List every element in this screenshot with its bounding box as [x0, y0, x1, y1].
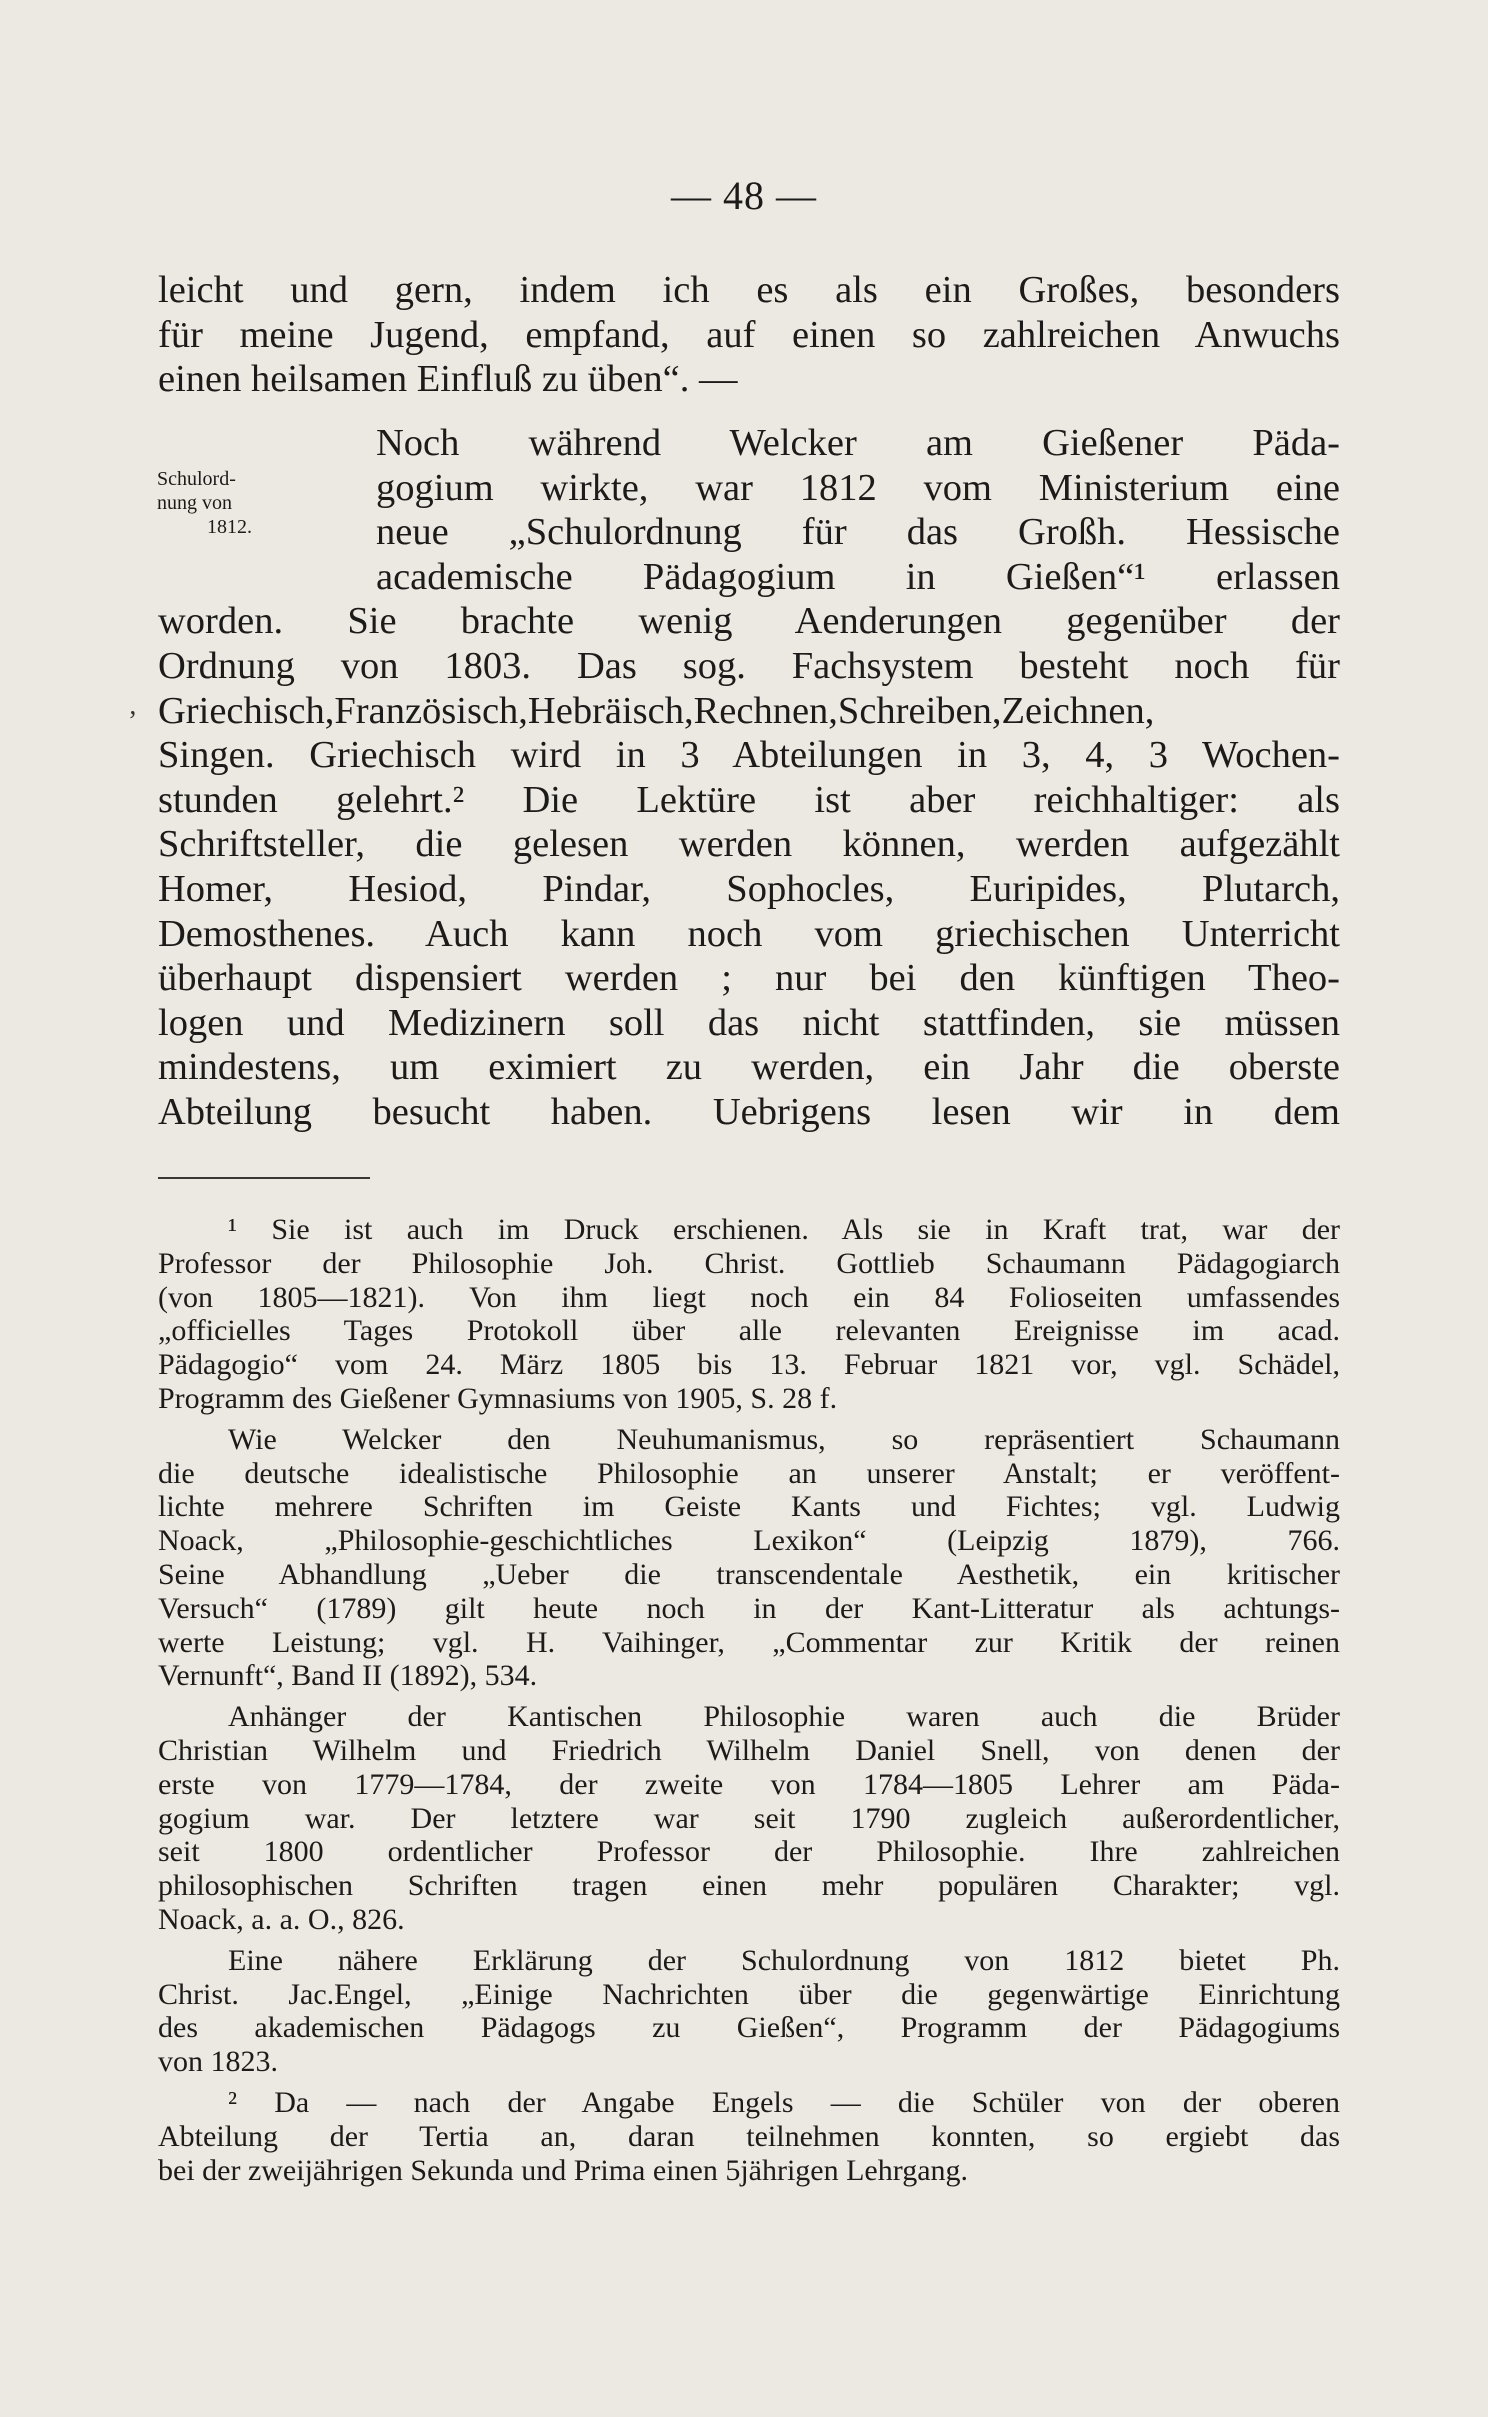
footnote-line: seit 1800 ordentlicher Professor der Philosophie. Ihre zahlreichen [158, 1835, 1340, 1869]
footnote-gap [158, 2079, 1340, 2086]
footnote-line: Pädagogio“ vom 24. März 1805 bis 13. Februar 1821 vor, vgl. Schädel, [158, 1348, 1340, 1382]
footnote-line: ² Da — nach der Angabe Engels — die Schüler von der oberen [228, 2085, 1340, 2119]
margin-note-line: 1812. [207, 516, 252, 538]
margin-note-line: Schulord- [157, 468, 236, 490]
margin-note-line: nung von [157, 492, 232, 514]
footnote-line: Eine nähere Erklärung der Schulordnung von 1812 bietet Ph. [228, 1943, 1340, 1977]
text-line: academische Pädagogium in Gießen“¹ erlassen [376, 555, 1340, 598]
footnote-line: Christian Wilhelm und Friedrich Wilhelm Daniel Snell, von denen der [158, 1733, 1340, 1767]
text-line: Noch während Welcker am Gießener Päda- [376, 422, 1340, 464]
text-line: stunden gelehrt.² Die Lektüre ist aber reichhaltiger: als [158, 778, 1340, 821]
footnote-1-continued-1 [158, 1423, 1340, 1693]
footnote-gap [158, 1937, 1340, 1944]
footnote-1-continued-3 [158, 1944, 1340, 2079]
footnotes [158, 1213, 1340, 2187]
text-line: mindestens, um eximiert zu werden, ein Jahr die oberste [158, 1046, 1340, 1089]
footnote-line: Wie Welcker den Neuhumanismus, so repräsentiert Schaumann [228, 1422, 1340, 1456]
footnote-line: Seine Abhandlung „Ueber die transcendentale Aesthetik, ein kritischer [158, 1557, 1340, 1591]
footnote-1-continued-2 [158, 1700, 1340, 1937]
footnote-line: lichte mehrere Schriften im Geiste Kants und Fichtes; vgl. Ludwig [158, 1490, 1340, 1524]
footnote-line: von 1823. [158, 2045, 278, 2079]
footnote-line: „officielles Tages Protokoll über alle relevanten Ereignisse im acad. [158, 1314, 1340, 1348]
footnote-line: Noack, „Philosophie-geschichtliches Lexikon“ (Leipzig 1879), 766. [158, 1524, 1340, 1558]
text-line: überhaupt dispensiert werden ; nur bei den künftigen Theo- [158, 957, 1340, 1000]
stray-mark: ‚ [128, 690, 138, 721]
footnote-line: (von 1805—1821). Von ihm liegt noch ein 84 Folioseiten umfassendes [158, 1280, 1340, 1314]
text-line: Homer, Hesiod, Pindar, Sophocles, Euripides, Plutarch, [158, 867, 1340, 910]
footnote-line: bei der zweijährigen Sekunda und Prima einen 5jährigen Lehrgang. [158, 2153, 969, 2187]
text-line: worden. Sie brachte wenig Aenderungen gegenüber der [158, 600, 1340, 643]
footnote-1 [158, 1213, 1340, 1416]
text-line: Singen. Griechisch wird in 3 Abteilungen in 3, 4, 3 Wochen- [158, 734, 1340, 777]
text-line: einen heilsamen Einfluß zu üben“. — [158, 358, 738, 401]
footnote-line: die deutsche idealistische Philosophie an unserer Anstalt; er veröffent- [158, 1456, 1340, 1490]
footnote-line: Abteilung der Tertia an, daran teilnehmen konnten, so ergiebt das [158, 2119, 1340, 2153]
footnote-gap [158, 1416, 1340, 1423]
text-line: Schriftsteller, die gelesen werden können, werden aufgezählt [158, 823, 1340, 866]
text-line: leicht und gern, indem ich es als ein Großes, besonders [158, 269, 1340, 311]
text-line: für meine Jugend, empfand, auf einen so zahlreichen Anwuchs [158, 313, 1340, 356]
footnote-line: Anhänger der Kantischen Philosophie waren auch die Brüder [228, 1700, 1340, 1734]
footnote-line: Noack, a. a. O., 826. [158, 1902, 405, 1936]
footnote-line: Versuch“ (1789) gilt heute noch in der Kant-Litteratur als achtungs- [158, 1591, 1340, 1625]
text-line: Griechisch,Französisch,Hebräisch,Rechnen,Schreiben,Zeichnen, [158, 689, 1155, 732]
main-paragraph-2 [158, 421, 1340, 1135]
footnote-gap [158, 1693, 1340, 1700]
footnote-rule [158, 1177, 370, 1179]
text-line: gogium wirkte, war 1812 vom Ministerium eine [376, 466, 1340, 509]
footnote-line: gogium war. Der letztere war seit 1790 zugleich außerordentlicher, [158, 1801, 1340, 1835]
text-line: neue „Schulordnung für das Großh. Hessische [376, 511, 1340, 554]
text-line: Demosthenes. Auch kann noch vom griechischen Unterricht [158, 912, 1340, 955]
text-line: Ordnung von 1803. Das sog. Fachsystem besteht noch für [158, 644, 1340, 687]
footnote-line: Professor der Philosophie Joh. Christ. Gottlieb Schaumann Pädagogiarch [158, 1246, 1340, 1280]
text-line: logen und Medizinern soll das nicht stattfinden, sie müssen [158, 1001, 1340, 1044]
footnote-line: erste von 1779—1784, der zweite von 1784—1805 Lehrer am Päda- [158, 1767, 1340, 1801]
footnote-line: philosophischen Schriften tragen einen mehr populären Charakter; vgl. [158, 1869, 1340, 1903]
footnote-line: des akademischen Pädagogs zu Gießen“, Programm der Pädagogiums [158, 2011, 1340, 2045]
footnote-line: werte Leistung; vgl. H. Vaihinger, „Commentar zur Kritik der reinen [158, 1625, 1340, 1659]
footnote-line: Programm des Gießener Gymnasiums von 1905, S. 28 f. [158, 1381, 838, 1415]
page-number: — 48 — [671, 173, 817, 218]
footnote-line: Christ. Jac.Engel, „Einige Nachrichten über die gegenwärtige Einrichtung [158, 1977, 1340, 2011]
footnote-line: Vernunft“, Band II (1892), 534. [158, 1659, 538, 1693]
footnote-line: ¹ Sie ist auch im Druck erschienen. Als sie in Kraft trat, war der [228, 1213, 1340, 1246]
footnote-2 [158, 2086, 1340, 2187]
text-line: Abteilung besucht haben. Uebrigens lesen wir in dem [158, 1090, 1340, 1133]
main-paragraph-1 [158, 268, 1340, 402]
